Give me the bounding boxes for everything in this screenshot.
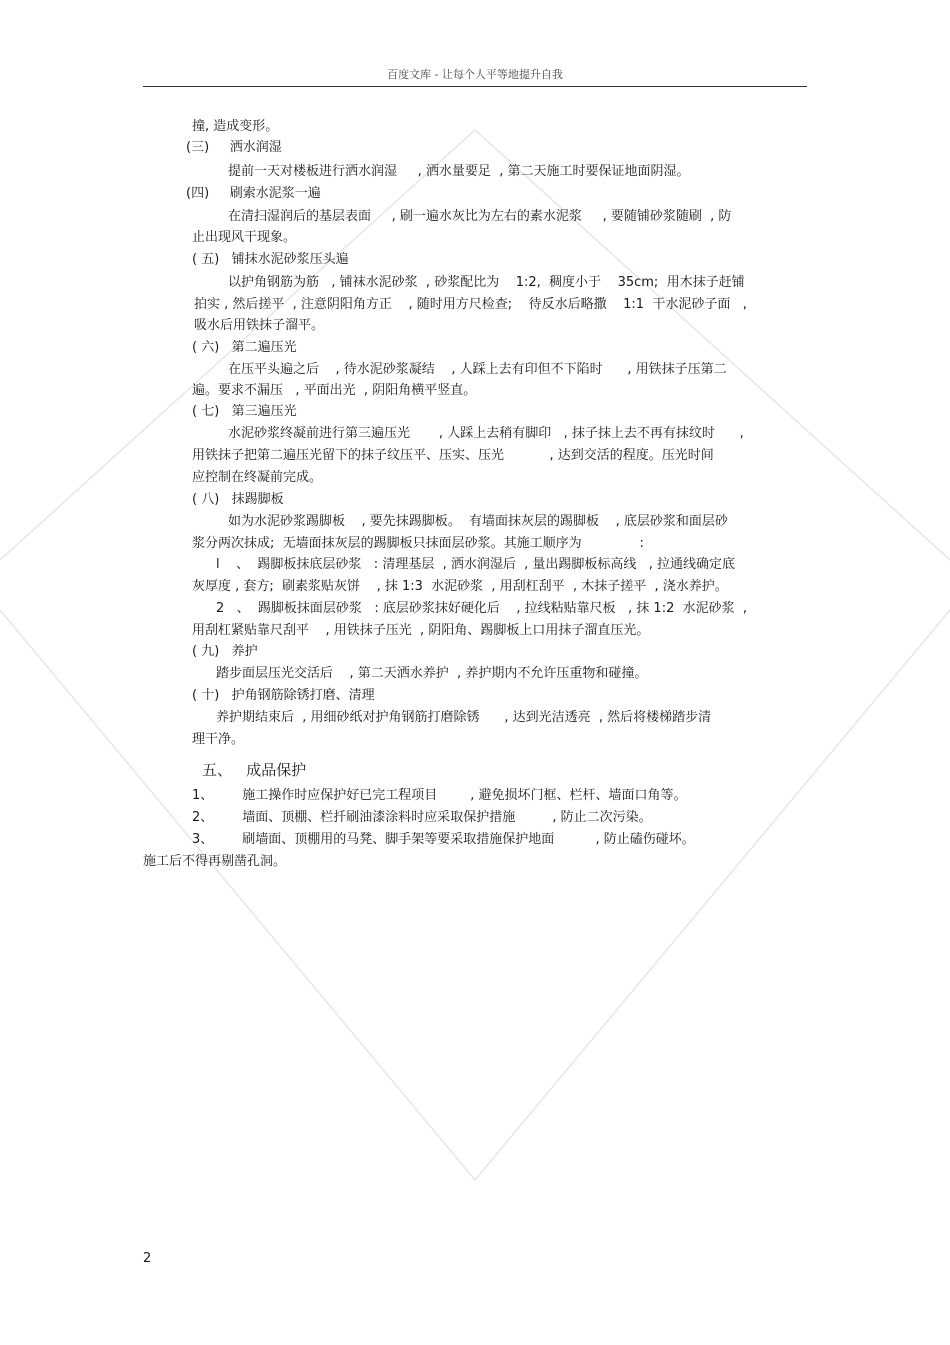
- section-heading: ( 九) 养护: [192, 644, 258, 659]
- list-item: 3、 刷墙面、顶棚用的马凳、脚手架等要采取措施保护地面 , 防止磕伤碰坏。: [192, 832, 695, 847]
- header-rule: [143, 86, 807, 87]
- body-line: 止出现风干现象。: [192, 230, 297, 245]
- section-heading: ( 八) 抹踢脚板: [192, 492, 284, 507]
- body-line: 用铁抹子把第二遍压光留下的抹子纹压平、压实、压光 , 达到交活的程度。压光时间: [192, 448, 714, 463]
- page-number: 2: [143, 1251, 152, 1266]
- body-line: 浆分两次抹成; 无墙面抹灰层的踢脚板只抹面层砂浆。其施工顺序为 :: [192, 536, 644, 551]
- section-heading: ( 六) 第二遍压光: [192, 340, 297, 355]
- body-line: l 、 踢脚板抹底层砂浆 : 清理基层 , 洒水润湿后 , 量出踢脚板标高线 , 拉通线确定底: [216, 557, 736, 572]
- body-line: 以护角钢筋为筋 , 铺袜水泥砂浆 , 砂浆配比为 1:2, 稠度小于 35cm; 用木抹子赶铺: [228, 275, 745, 290]
- body-line: 用刮杠紧贴靠尺刮平 , 用铁抹子压光 , 阴阳角、踢脚板上口用抹子溜直压光。: [192, 623, 650, 638]
- page-header: 百度文库 - 让每个人平等地提升自我: [387, 68, 563, 81]
- body-line: 应控制在终凝前完成。: [192, 470, 323, 485]
- body-line: 拍实 , 然后搓平 , 注意阴阳角方正 , 随时用方尺检查; 待反水后略撒 1:1 干水泥砂子面 ,: [194, 297, 747, 312]
- list-item: 2、 墙面、顶棚、栏扦刷油漆涂料时应采取保护措施 , 防止二次污染。: [192, 810, 652, 825]
- body-line: 提前一天对楼板进行洒水润湿 , 洒水量要足 , 第二天施工时要保证地面阴湿。: [228, 164, 690, 179]
- section-heading: ( 七) 第三遍压光: [192, 404, 297, 419]
- section-heading: ( 十) 护角钢筋除锈打磨、清理: [192, 688, 375, 703]
- body-line: 施工后不得再剔凿孔洞。: [143, 854, 287, 869]
- body-line: 撞, 造成变形。: [192, 119, 279, 134]
- list-item: 1、 施工操作时应保护好已完工程项目 , 避免损坏门框、栏杆、墙面口角等。: [192, 788, 687, 803]
- body-line: 2 、 踢脚板抹面层砂浆 : 底层砂浆抹好硬化后 , 拉线粘贴靠尺板 , 抹 1:2 水泥砂浆 ,: [216, 601, 748, 616]
- body-line: 如为水泥砂浆踢脚板 , 要先抹踢脚板。 有墙面抹灰层的踢脚板 , 底层砂浆和面层砂: [228, 514, 728, 529]
- chapter-heading: 五、 成品保护: [202, 761, 307, 779]
- section-heading: ( 五) 铺抹水泥砂浆压头遍: [192, 252, 349, 267]
- body-line: 遍。要求不漏压 , 平面出光 , 阴阳角横平竖直。: [192, 383, 477, 398]
- body-line: 踏步面层压光交活后 , 第二天洒水养护 , 养护期内不允许压重物和碰撞。: [216, 666, 648, 681]
- body-line: 水泥砂浆终凝前进行第三遍压光 , 人踩上去稍有脚印 , 抹子抹上去不再有抹纹时 ,: [228, 426, 744, 441]
- body-line: 在清扫湿润后的基层表面 , 刷一遍水灰比为左右的素水泥浆 , 要随铺砂浆随刷 , 防: [228, 209, 732, 224]
- body-line: 吸水后用铁抹子溜平。: [194, 318, 325, 333]
- body-line: 灰厚度 , 套方; 刷素浆贴灰饼 , 抹 1:3 水泥砂浆 , 用刮杠刮平 , 木抹子搓平 , 浇水养护。: [192, 579, 728, 594]
- section-heading: (四) 刷索水泥浆一遍: [186, 186, 321, 201]
- body-line: 理干净。: [192, 732, 245, 747]
- section-heading: (三) 洒水润湿: [186, 140, 282, 155]
- body-line: 在压平头遍之后 , 待水泥砂浆凝结 , 人踩上去有印但不下陷时 , 用铁抹子压第二: [228, 362, 727, 377]
- body-line: 养护期结束后 , 用细砂纸对护角钢筋打磨除锈 , 达到光洁透亮 , 然后将楼梯踏步清: [216, 710, 712, 725]
